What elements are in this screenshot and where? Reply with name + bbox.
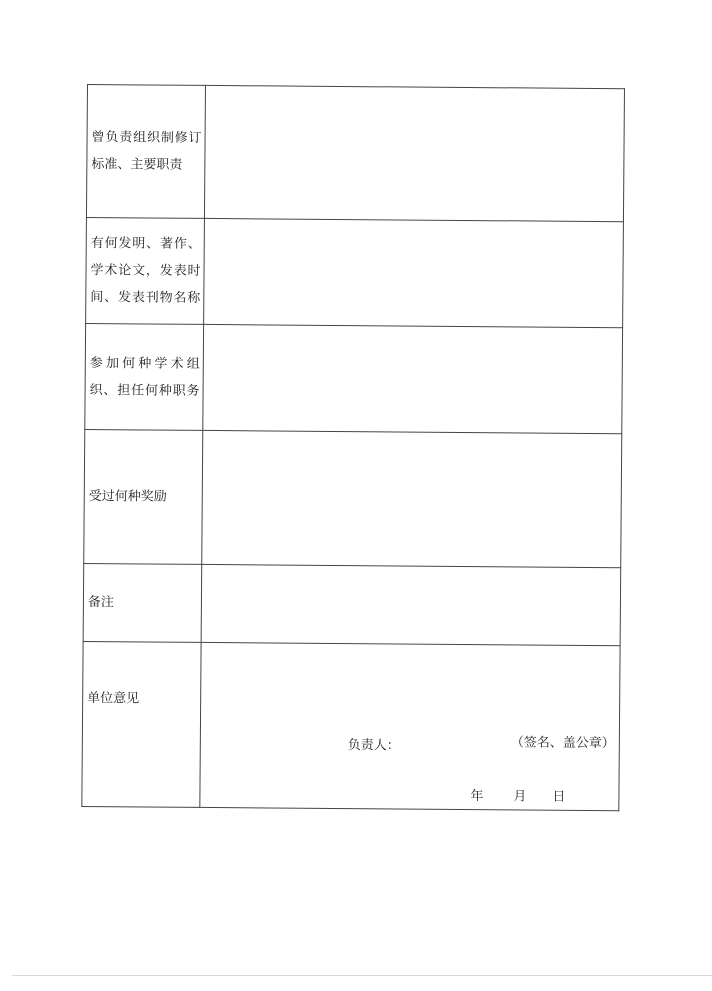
label-line: 备注	[87, 595, 115, 611]
row-label-publications	[86, 217, 205, 324]
form-row-standards	[86, 85, 624, 222]
label-line: 曾负责组织制修订	[91, 130, 202, 146]
row-label-academic-orgs	[85, 323, 204, 430]
form-row-awards	[84, 429, 622, 567]
row-label-unit-opinion	[82, 641, 201, 807]
date-day-label: 日	[552, 789, 566, 805]
application-form-table	[81, 84, 625, 811]
date-year-label: 年	[470, 789, 484, 805]
form-row-unit-opinion	[82, 641, 620, 810]
label-line: 学术论文，发表时	[90, 263, 201, 279]
seal-note: （签名、盖公章）	[510, 735, 615, 752]
label-line: 受过何种奖励	[88, 489, 167, 505]
row-label-remarks	[83, 563, 202, 642]
content-cell-awards[interactable]	[202, 430, 622, 567]
date-month-label: 月	[513, 789, 527, 805]
label-line: 有何发明、著作、	[90, 236, 201, 252]
label-line: 标准、主要职责	[91, 157, 183, 173]
content-cell-unit-opinion[interactable]	[200, 642, 620, 810]
content-cell-standards[interactable]	[204, 85, 624, 221]
label-line: 织、担任何种职务	[89, 382, 200, 399]
form-row-academic-orgs	[85, 323, 623, 433]
form-row-publications	[86, 217, 624, 327]
label-line: 单位意见	[87, 690, 140, 706]
row-label-awards	[84, 429, 203, 564]
content-cell-academic-orgs[interactable]	[203, 324, 623, 433]
signer-label: 负责人：	[347, 738, 400, 754]
label-line: 间、发表刊物名称	[90, 290, 201, 306]
label-line: 参加何种学术组	[89, 355, 200, 372]
row-label-standards	[86, 85, 205, 219]
page-bottom-rule	[12, 975, 712, 976]
content-cell-remarks[interactable]	[201, 564, 621, 645]
form-row-remarks	[83, 563, 621, 645]
content-cell-publications[interactable]	[204, 218, 624, 327]
